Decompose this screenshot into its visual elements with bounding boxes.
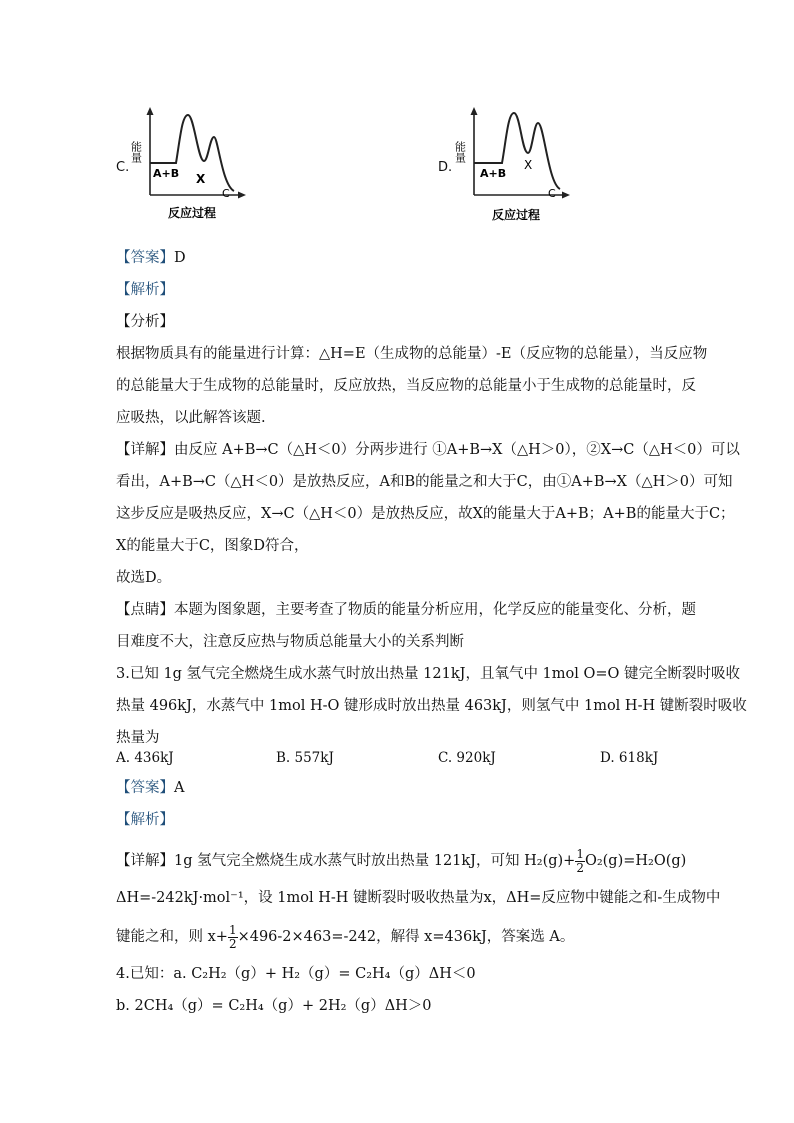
q3-detail-text-d: ×496-2×463=-242，解得 x=436kJ，答案选 A。 <box>237 929 575 945</box>
energy-diagram-c <box>129 105 248 230</box>
diagram-c-mid-label: X <box>196 172 206 186</box>
q3-stem-line-3: 热量为 <box>116 730 160 746</box>
diagram-d-start-label: A+B <box>480 167 507 180</box>
answer-tag: 【答案】 <box>116 250 174 266</box>
q3-detail-text-b: O₂(g)=H₂O(g) <box>584 853 687 869</box>
q2-fenxi-line-3: 应吸热，以此解答该题. <box>116 410 266 426</box>
q2-answer <box>116 248 186 268</box>
q3-option-a: A. 436kJ <box>116 750 174 766</box>
q4-line-1: 4.已知：a. C₂H₂（g）+ H₂（g）= C₂H₄（g）ΔH＜0 <box>116 966 476 982</box>
detail-tag: 【详解】 <box>116 442 174 458</box>
q3-option-d: D. 618kJ <box>600 750 659 766</box>
fraction-half-2: $\frac{1}{2}$ <box>228 922 237 951</box>
q2-fenxi-tag: 【分析】 <box>116 314 174 330</box>
diagram-d-ylabel: 能量 <box>453 141 467 163</box>
diagram-d-mid-label: X <box>524 158 533 172</box>
q4-line-2: b. 2CH₄（g）= C₂H₄（g）+ 2H₂（g）ΔH＞0 <box>116 998 432 1014</box>
diagram-c-xlabel: 反应过程 <box>168 206 217 220</box>
q3-detail-line-1 <box>116 846 686 876</box>
q2-detail-line-5: 故选D。 <box>116 570 172 586</box>
q2-dianjing-line-1 <box>116 600 696 620</box>
q3-stem-line-2: 热量 496kJ，水蒸气中 1mol H-O 键形成时放出热量 463kJ，则氢气中 1mol H-H 键断裂时吸收 <box>116 698 747 714</box>
diagram-c-end-label: C <box>222 187 230 200</box>
q3-option-c: C. 920kJ <box>438 750 496 766</box>
diagram-c-ylabel: 能量 <box>129 141 143 163</box>
q2-detail-line-4: X的能量大于C，图象D符合， <box>116 538 309 554</box>
q2-detail-line-3: 这步反应是吸热反应，X→C（△H＜0）是放热反应，故X的能量大于A+B；A+B的能量大于C； <box>116 506 735 522</box>
q2-dianjing-line-2: 目难度不大，注意反应热与物质总能量大小的关系判断 <box>116 634 464 650</box>
q3-detail-text-c: 键能之和，则 x+ <box>116 929 228 945</box>
q3-answer <box>116 778 184 798</box>
diagram-c-start-label: A+B <box>153 167 180 180</box>
q3-analysis-tag: 【解析】 <box>116 812 174 828</box>
q2-analysis-tag: 【解析】 <box>116 282 174 298</box>
q3-detail-line-3 <box>116 922 574 952</box>
option-c-label: C. <box>116 160 130 175</box>
detail-text: 由反应 A+B→C（△H＜0）分两步进行 ①A+B→X（△H＞0），②X→C（△H＜0）可以 <box>174 442 740 458</box>
q3-answer-value: A <box>174 780 185 796</box>
q2-fenxi-line-1: 根据物质具有的能量进行计算：△H=E（生成物的总能量）-E（反应物的总能量），当反应物 <box>116 346 708 362</box>
q3-option-b: B. 557kJ <box>276 750 334 766</box>
q3-detail-text-a: 1g 氢气完全燃烧生成水蒸气时放出热量 121kJ，可知 H₂(g)+ <box>174 853 576 869</box>
diagram-d-xlabel: 反应过程 <box>492 208 541 222</box>
answer-value: D <box>174 250 186 266</box>
diagram-d-end-label: C <box>548 187 556 200</box>
dianjing-tag: 【点睛】 <box>116 602 174 618</box>
fraction-half: $\frac{1}{2}$ <box>576 846 584 875</box>
q3-detail-tag: 【详解】 <box>116 853 174 869</box>
q2-detail-line-2: 看出，A+B→C（△H＜0）是放热反应，A和B的能量之和大于C，由①A+B→X（△H＞0）可知 <box>116 474 733 490</box>
dianjing-text: 本题为图象题，主要考查了物质的能量分析应用，化学反应的能量变化、分析，题 <box>174 602 696 618</box>
q2-fenxi-line-2: 的总能量大于生成物的总能量时，反应放热，当反应物的总能量小于生成物的总能量时，反 <box>116 378 696 394</box>
q3-detail-line-2: ΔH=-242kJ·mol⁻¹，设 1mol H-H 键断裂时吸收热量为x，ΔH=反应物中键能之和-生成物中 <box>116 890 721 906</box>
q2-detail-line-1 <box>116 440 740 460</box>
energy-diagram-d <box>453 105 572 230</box>
q3-stem-line-1: 3.已知 1g 氢气完全燃烧生成水蒸气时放出热量 121kJ，且氧气中 1mol O=O 键完全断裂时吸收 <box>116 666 741 682</box>
option-d-label: D. <box>438 160 453 175</box>
q3-answer-tag: 【答案】 <box>116 780 174 796</box>
